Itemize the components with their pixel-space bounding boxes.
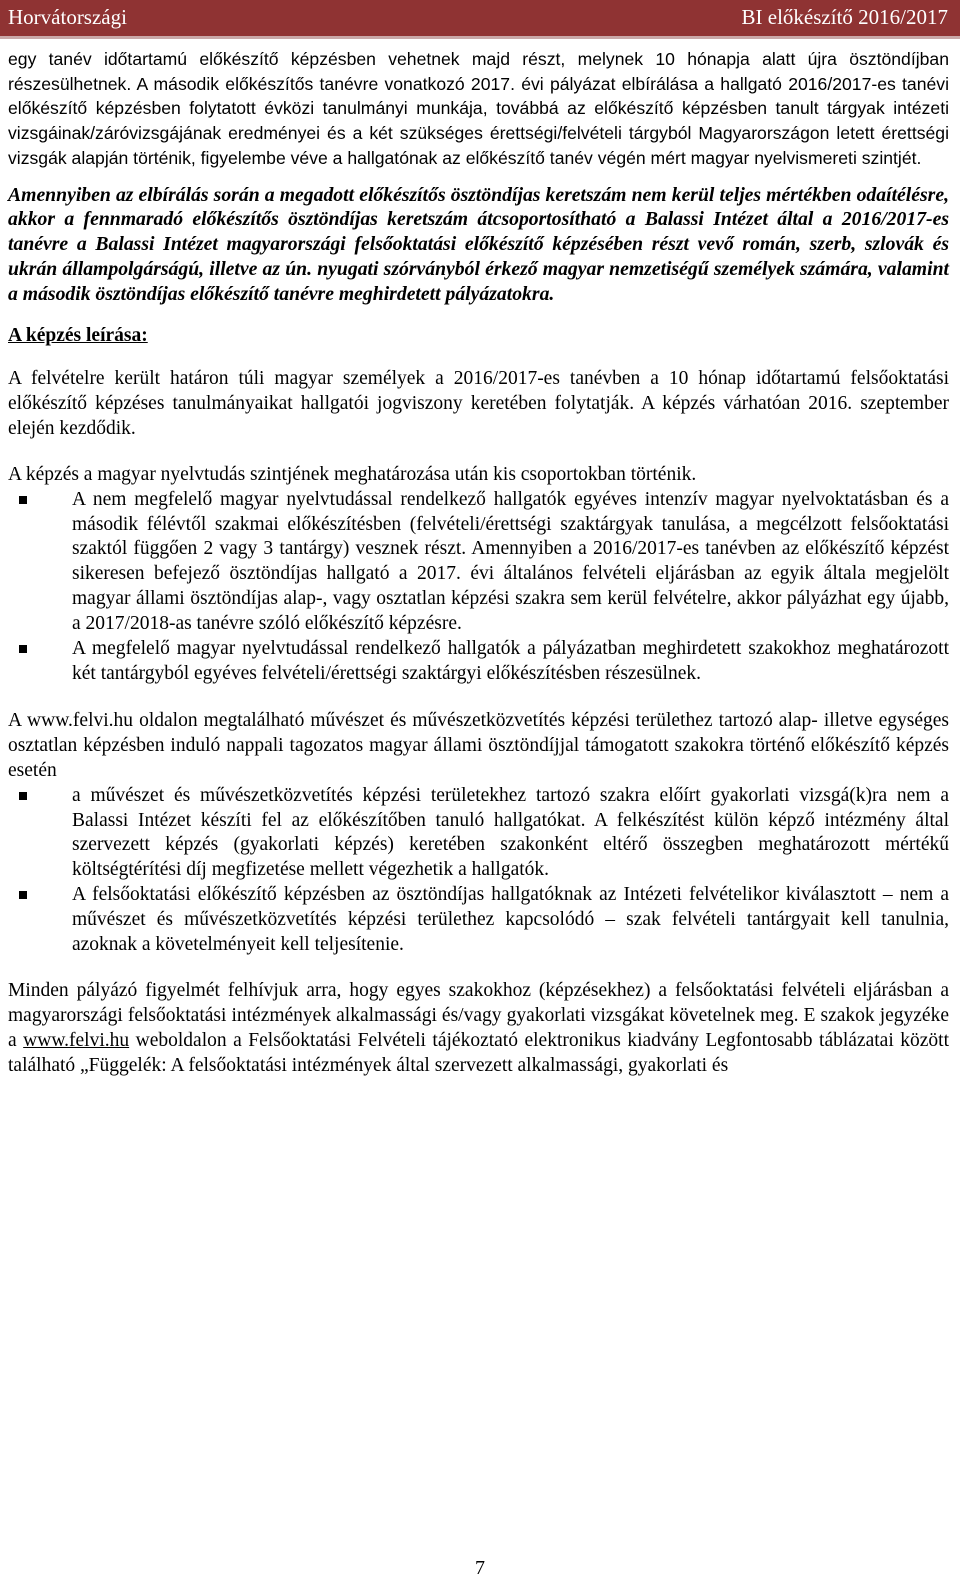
intro-paragraph: egy tanév időtartamú előkészítő képzésben vehetnek majd részt, melynek 10 hónapja alatt újra ösztöndíjban részesülhetnek. A második előkészítős tanévre vonatkozó 2017. évi pályázat elbírálása a hallgató 2016/2017-es tanévi előkészítő képzésben folytatott évközi tanulmányi munkája, továbbá az előkészítő képzésben tanult tárgyak intézeti vizsgáinak/záróvizsgájának eredményei és a két szükséges érettségi/felvételi tárgyból Magyarországon letett érettségi vizsgák alapján történik, figyelembe véve a hallgatónak az előkészítő tanév végén mért magyar nyelvismereti szintjét. [8, 49, 949, 168]
list-item: a művészet és művészetközvetítés képzési területekhez tartozó szakra előírt gyakorlati vizsgá(k)ra nem a Balassi Intézet készíti fel az előkészítőben tanuló hallgatókat. A felkészítést külön képző intézmény által szervezett képzés (gyakorlati képzés) keretében szakonként eltérő összegben meghatározott mértékű költségtérítési díj megfizetése mellett végezhetik a hallgatók. [8, 784, 949, 884]
final-text-end: weboldalon a Felsőoktatási Felvételi tájékoztató elektronikus kiadvány Legfontosabb táblázatai között található „Függelék: A felsőoktatási intézmények által szervezett alkalmassági, gyakorlati és [8, 1029, 949, 1076]
page-number: 7 [475, 1557, 485, 1579]
description-paragraph: A felvételre került határon túli magyar személyek a 2016/2017-es tanévben a 10 hónap időtartamú felsőoktatási előkészítő képzéses tanulmányaikat hallgatói jogviszony keretében folytatják. A képzés várhatóan 2016. szeptember elején kezdődik. [8, 368, 949, 439]
felvi-link[interactable]: www.felvi.hu [23, 1029, 130, 1051]
header-right-title: BI előkészítő 2016/2017 [741, 5, 948, 29]
document-body [8, 47, 949, 1079]
arts-bullet-list [8, 784, 949, 958]
section-heading: A képzés leírása: [8, 325, 148, 347]
header-left-title: Horvátországi [8, 5, 127, 29]
arts-paragraph: A www.felvi.hu oldalon megtalálható művészet és művészetközvetítés képzési területhez tartozó alap- illetve egységes osztatlan képzésben induló nappali tagozatos magyar állami ösztöndíjjal támogatott szakokra történő előkészítő képzés esetén [8, 709, 949, 781]
final-text-start: Minden pályázó figyelmét felhívjuk arra, hogy egyes szakokhoz (képzésekhez) a felsőoktatási felvételi eljárásban a magyarországi felsőoktatási intézmények alkalmassági és/vagy gyakorlati vizsgákat követelnek meg. E szakok jegyzéke a [8, 979, 949, 1051]
list-item: A felsőoktatási előkészítő képzésben az ösztöndíjas hallgatóknak az Intézeti felvételikor kiválasztott – nem a művészet és művészetközvetítés képzési területhez kapcsolódó – szak felvételi tantárgyait kell tanulnia, azoknak a követelményeit kell teljesítenie. [8, 883, 949, 958]
language-bullet-list [8, 488, 949, 687]
groups-paragraph: A képzés a magyar nyelvtudás szintjének meghatározása után kis csoportokban történik. [8, 463, 697, 485]
list-item: A nem megfelelő magyar nyelvtudással rendelkező hallgatók egyéves intenzív magyar nyelvoktatásban és a második félévtől szakmai előkészítésben (felvételi/érettségi szaktárgyak tanulása, a megcélzott felsőoktatási szaktól függően 2 vagy 3 tantárgy) vesznek részt. Amennyiben a 2016/2017-es tanévben az előkészítő képzést sikeresen befejező ösztöndíjas hallgató a 2017. évi általános felvételi eljárásban az egyik általa megjelölt magyar állami ösztöndíjas alap-, vagy osztatlan képzési szakra sem kerül felvételre, akkor pályázhat egy újabb, a 2017/2018-as tanévre szóló előkészítő képzésre. [8, 488, 949, 637]
list-item: A megfelelő magyar nyelvtudással rendelkező hallgatók a pályázatban meghirdetett szakokhoz meghatározott két tantárgyból egyéves felvételi/érettségi szaktárgyi előkészítésben részesülnek. [8, 637, 949, 687]
bold-italic-paragraph: Amennyiben az elbírálás során a megadott előkészítős ösztöndíjas keretszám nem kerül teljes mértékben odaítélésre, akkor a fennmaradó előkészítős ösztöndíjas keretszám átcsoportosítható a Balassi Intézet által a 2016/2017-es tanévre a Balassi Intézet magyarországi felsőoktatási előkészítő képzésében részt vevő román, szerb, szlovák és ukrán állampolgárságú, illetve az ún. nyugati szórványból érkező magyar nemzetiségű személyek számára, valamint a második ösztöndíjas előkészítő tanévre meghirdetett pályázatokra. [8, 183, 949, 306]
page-header [0, 0, 960, 39]
final-paragraph [8, 979, 949, 1079]
